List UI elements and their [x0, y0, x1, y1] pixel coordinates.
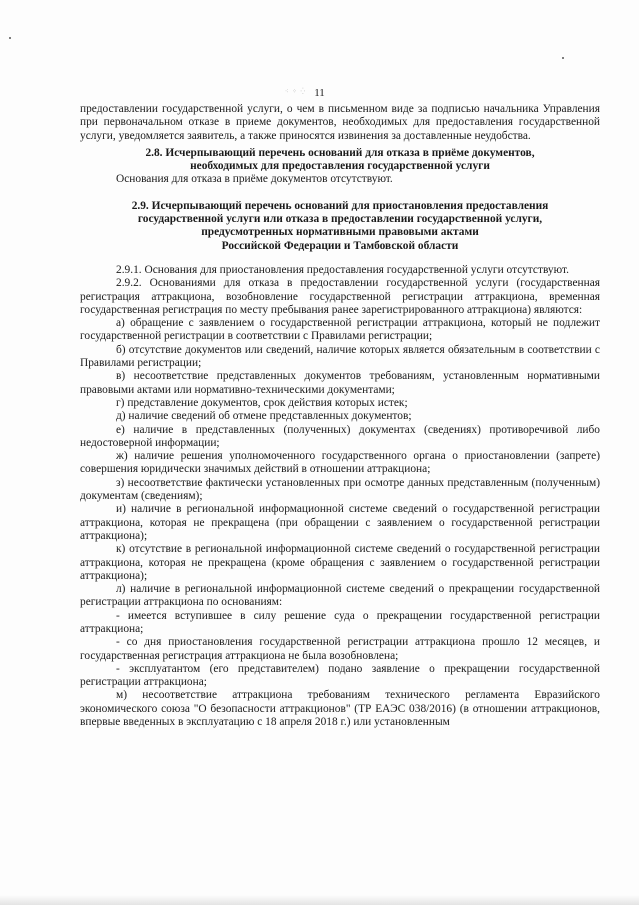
list-item-d: д) наличие сведений об отмене представленных документов; — [116, 410, 412, 423]
paragraph-continuation: предоставлении государственной услуги, о чем в письменном виде за подписью начальника Управления при первоначальном отказе в приеме документов, необходимых для предоставления государственной услуги, уведомляется заявитель, а также приносятся извинения за доставленные неудобства. — [80, 103, 600, 142]
paragraph-2-9-1: 2.9.1. Основания для приостановления предоставления государственной услуги отсутствуют. — [116, 263, 569, 276]
sub-item-l-2: - со дня приостановления государственной регистрации аттракциона прошло 12 месяцев, и государственная регистрация аттракциона не была возобновлена; — [80, 636, 600, 662]
list-item-z: з) несоответствие фактически установленных при осмотре данных представленным (полученным) документам (сведениям); — [80, 476, 600, 503]
list-item-k: к) отсутствие в региональной информационной системе сведений о государственной регистрации аттракциона, которая не прекращена (кроме обращения с заявлением о государственной регистрации аттракциона); — [80, 543, 600, 582]
paragraph-2-8: Основания для отказа в приёме документов отсутствуют. — [116, 173, 393, 186]
section-heading-2-9-line2: государственной услуги или отказа в предоставлении государственной услуги, — [137, 213, 543, 226]
scan-speck — [562, 57, 564, 59]
section-heading-2-8-line1: 2.8. Исчерпывающий перечень оснований для отказа в приёме документов, — [145, 146, 535, 159]
section-heading-2-9-line4: Российской Федерации и Тамбовской области — [221, 239, 459, 252]
section-heading-2-8-line2: необходимых для предоставления государственной услуги — [190, 160, 490, 173]
paragraph-2-9-2: 2.9.2. Основаниями для отказа в предоставлении государственной услуги (государственная регистрация аттракциона, возобновление государственной регистрации аттракциона, временная государственная регистрация по месту пребывания ранее зарегистрированного аттракциона) являются: — [80, 277, 600, 316]
sub-item-l-1: - имеется вступившее в силу решение суда о прекращении государственной регистрации аттракциона; — [80, 609, 600, 635]
sub-item-l-3: - эксплуатантом (его представителем) подано заявление о прекращении государственной регистрации аттракциона; — [80, 662, 600, 689]
list-item-e: е) наличие в представленных (полученных) документах (сведениях) противоречивой либо недостоверной информации; — [80, 423, 600, 449]
section-heading-2-9-line3: предусмотренных нормативными правовыми актами — [201, 226, 479, 239]
list-item-g: г) представление документов, срок действия которых истек; — [116, 396, 408, 409]
list-item-a: а) обращение с заявлением о государственной регистрации аттракциона, который не подлежит государственной регистрации в соответствии с Правилами регистрации; — [80, 317, 600, 343]
list-item-i: и) наличие в региональной информационной системе сведений о государственной регистрации аттракциона, которая не прекращена (при обращении с заявлением о государственной регистрации аттракциона); — [80, 503, 600, 542]
document-body — [80, 103, 600, 729]
scan-speck — [9, 37, 11, 39]
scan-artifact: ⁖ ⁘ ⁛ — [285, 89, 307, 95]
scan-edge-shadow — [0, 895, 639, 905]
list-item-m: м) несоответствие аттракциона требованиям технического регламента Евразийского экономического союза "О безопасности аттракционов" (ТР ЕАЭС 038/2016) (в отношении аттракционов, впервые введенных в эксплуатацию с 18 апреля 2018 г.) или установленным — [80, 689, 600, 729]
section-heading-2-9-line1: 2.9. Исчерпывающий перечень оснований для приостановления предоставления — [131, 199, 549, 212]
list-item-v: в) несоответствие представленных документов требованиям, установленным нормативными правовыми актами или нормативно-техническими документами; — [80, 370, 600, 396]
page-number: 11 — [314, 87, 325, 99]
list-item-zh: ж) наличие решения уполномоченного государственного органа о приостановлении (запрете) совершения юридически значимых действий в отношении аттракциона; — [80, 450, 600, 476]
list-item-b: б) отсутствие документов или сведений, наличие которых является обязательным в соответствии с Правилами регистрации; — [80, 343, 600, 370]
list-item-l: л) наличие в региональной информационной системе сведений о прекращении государственной регистрации аттракциона по основаниям: — [80, 583, 600, 609]
